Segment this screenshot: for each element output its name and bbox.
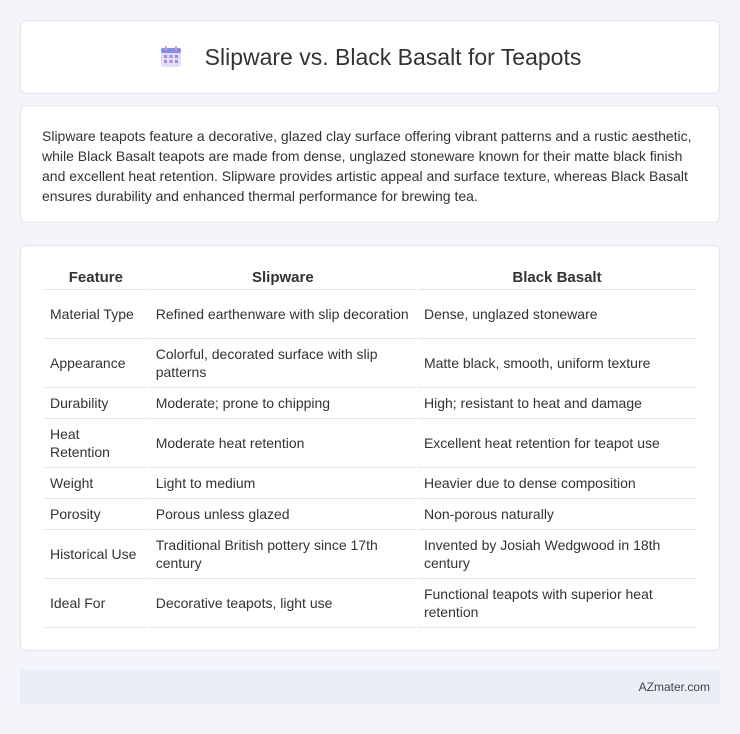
slipware-cell: Traditional British pottery since 17th century — [150, 530, 416, 579]
page-title: Slipware vs. Black Basalt for Teapots — [204, 43, 582, 70]
summary-text: Slipware teapots feature a decorative, glazed clay surface offering vibrant patterns and a rustic aesthetic, while Black Basalt teapots are made from dense, unglazed stoneware known for their matte black finish and excellent heat retention. Slipware provides artistic appeal and surface texture, whereas Black Basalt ensures durability and enhanced thermal performance for brewing tea. — [42, 128, 692, 204]
slipware-cell: Moderate heat retention — [150, 419, 416, 468]
black-basalt-cell: Dense, unglazed stoneware — [418, 290, 696, 339]
slipware-cell: Porous unless glazed — [150, 499, 416, 530]
comparison-table — [42, 266, 698, 628]
header-black-basalt: Black Basalt — [418, 266, 696, 290]
header-feature: Feature — [44, 266, 148, 290]
black-basalt-cell: Excellent heat retention for teapot use — [418, 419, 696, 468]
calendar-icon — [159, 45, 183, 69]
table-row — [44, 388, 696, 419]
slipware-cell: Light to medium — [150, 468, 416, 499]
table-header-row — [44, 266, 696, 290]
black-basalt-cell: High; resistant to heat and damage — [418, 388, 696, 419]
table-row — [44, 468, 696, 499]
header-card — [20, 20, 720, 94]
feature-cell: Ideal For — [44, 579, 148, 628]
header-slipware: Slipware — [150, 266, 416, 290]
slipware-cell: Refined earthenware with slip decoration — [150, 290, 416, 339]
black-basalt-cell: Matte black, smooth, uniform texture — [418, 339, 696, 388]
feature-cell: Heat Retention — [44, 419, 148, 468]
comparison-table-card — [20, 245, 720, 651]
feature-cell: Appearance — [44, 339, 148, 388]
feature-cell: Historical Use — [44, 530, 148, 579]
feature-cell: Material Type — [44, 290, 148, 339]
slipware-cell: Decorative teapots, light use — [150, 579, 416, 628]
black-basalt-cell: Functional teapots with superior heat retention — [418, 579, 696, 628]
black-basalt-cell: Non-porous naturally — [418, 499, 696, 530]
table-row — [44, 339, 696, 388]
feature-cell: Weight — [44, 468, 148, 499]
footer-bar — [20, 670, 720, 704]
feature-cell: Durability — [44, 388, 148, 419]
table-row — [44, 290, 696, 339]
black-basalt-cell: Invented by Josiah Wedgwood in 18th century — [418, 530, 696, 579]
slipware-cell: Moderate; prone to chipping — [150, 388, 416, 419]
slipware-cell: Colorful, decorated surface with slip patterns — [150, 339, 416, 388]
table-row — [44, 499, 696, 530]
table-row — [44, 530, 696, 579]
table-row — [44, 419, 696, 468]
black-basalt-cell: Heavier due to dense composition — [418, 468, 696, 499]
footer-source-link[interactable]: AZmater.com — [638, 680, 710, 694]
table-row — [44, 579, 696, 628]
summary-card — [20, 105, 720, 223]
feature-cell: Porosity — [44, 499, 148, 530]
